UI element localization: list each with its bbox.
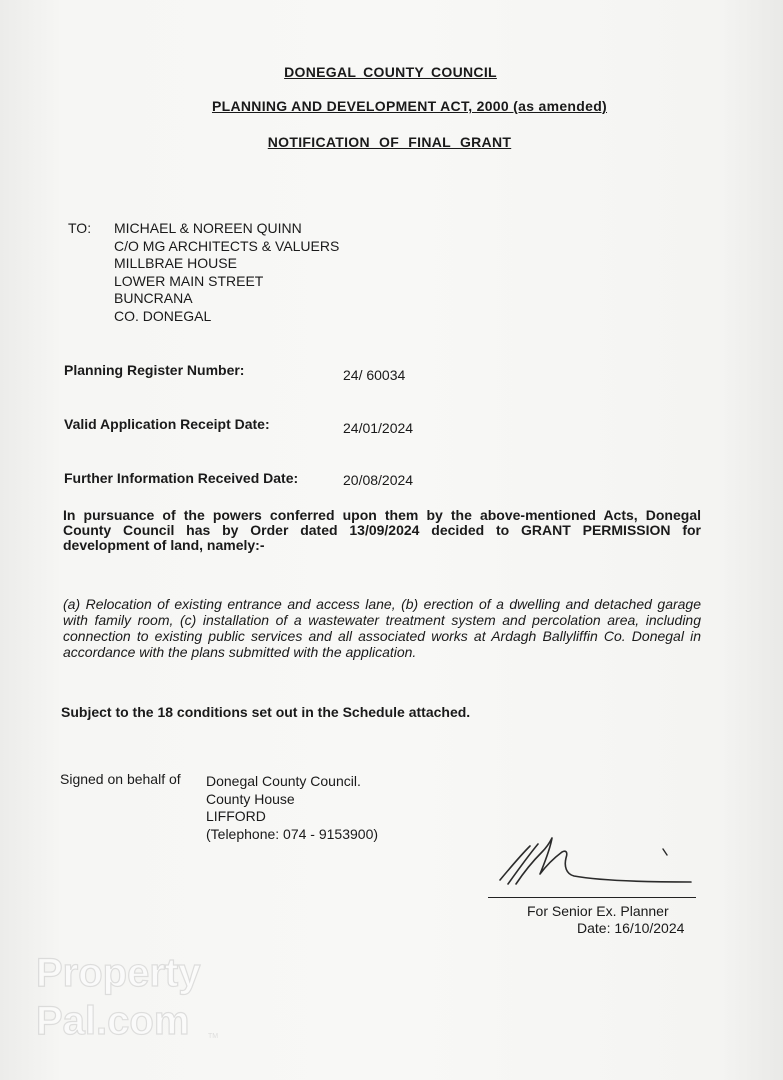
further-info-date-label: Further Information Received Date: bbox=[64, 470, 299, 486]
conditions-statement: Subject to the 18 conditions set out in the Schedule attached. bbox=[61, 704, 471, 720]
act-heading: PLANNING AND DEVELOPMENT ACT, 2000 (as amended) bbox=[211, 98, 608, 114]
recipient-line: MILLBRAE HOUSE bbox=[114, 255, 237, 271]
propertypal-watermark-logo bbox=[32, 944, 244, 1048]
recipient-line: C/O MG ARCHITECTS & VALUERS bbox=[114, 237, 340, 254]
recipient-line: LOWER MAIN STREET bbox=[114, 272, 264, 289]
recipient-line: MICHAEL & NOREEN QUINN bbox=[114, 220, 302, 236]
further-info-date-value: 20/08/2024 bbox=[343, 472, 414, 488]
council-address bbox=[206, 773, 378, 843]
council-heading: DONEGAL COUNTY COUNCIL bbox=[284, 64, 497, 80]
signature-line bbox=[488, 897, 696, 898]
signature-date: Date: 16/10/2024 bbox=[577, 920, 685, 936]
watermark-line-1: Property bbox=[36, 951, 201, 995]
development-description: (a) Relocation of existing entrance and access lane, (b) erection of a dwelling and detached garage with family room, (c) installation of a wastewater treatment system and percolation area, including connection to existing public services and all associated works at Ardagh Ballyliffin Co. Donegal in accordance with the plans submitted with the application. bbox=[63, 596, 701, 660]
council-address-line: LIFFORD bbox=[206, 808, 266, 824]
to-label: TO: bbox=[68, 220, 92, 236]
watermark-line-2: Pal.com bbox=[36, 999, 190, 1043]
council-address-line: Donegal County Council. bbox=[206, 773, 361, 789]
handwritten-signature bbox=[486, 828, 701, 894]
signed-on-behalf-label: Signed on behalf of bbox=[60, 771, 181, 787]
council-address-line: (Telephone: 074 - 9153900) bbox=[206, 825, 379, 842]
register-number-label: Planning Register Number: bbox=[64, 362, 245, 378]
recipient-line: CO. DONEGAL bbox=[114, 307, 212, 324]
council-address-line: County House bbox=[206, 790, 295, 807]
register-number-value: 24/ 60034 bbox=[343, 367, 406, 383]
receipt-date-label: Valid Application Receipt Date: bbox=[64, 416, 270, 432]
recipient-line: BUNCRANA bbox=[114, 290, 193, 306]
receipt-date-value: 24/01/2024 bbox=[343, 420, 414, 436]
recipient-address bbox=[114, 220, 339, 325]
watermark-tm: TM bbox=[208, 1033, 219, 1040]
signatory-title: For Senior Ex. Planner bbox=[527, 903, 669, 919]
pursuance-paragraph: In pursuance of the powers conferred upon them by the above-mentioned Acts, Donegal County Council has by Order dated 13/09/2024 decided to GRANT PERMISSION for development of land, namely:- bbox=[63, 507, 701, 553]
notice-heading: NOTIFICATION OF FINAL GRANT bbox=[267, 134, 512, 150]
